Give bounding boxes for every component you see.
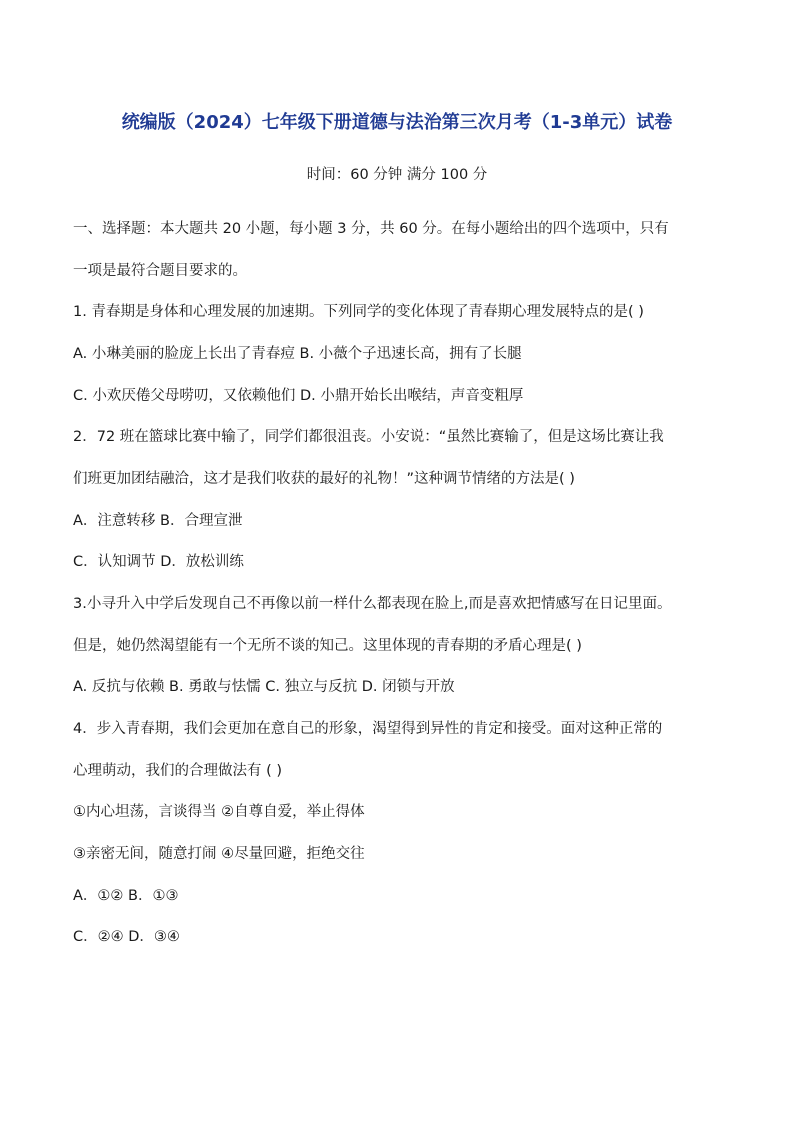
question-1-stem: 1. 青春期是身体和心理发展的加速期。下列同学的变化体现了青春期心理发展特点的是( ): [73, 304, 644, 320]
question-2-options-cd: C．认知调节 D．放松训练: [73, 554, 244, 570]
question-2-stem-line-1: 2．72 班在篮球比赛中输了，同学们都很沮丧。小安说：“虽然比赛输了，但是这场比赛让我: [73, 429, 664, 445]
section-instruction-line-1: 一、选择题：本大题共 20 小题，每小题 3 分，共 60 分。在每小题给出的四个选项中，只有: [73, 221, 669, 237]
question-4-stem-line-1: 4．步入青春期，我们会更加在意自己的形象，渴望得到异性的肯定和接受。面对这种正常的: [73, 721, 663, 737]
question-4-statements-34: ③亲密无间，随意打闹 ④尽量回避，拒绝交往: [73, 846, 365, 862]
question-2-stem-line-2: 们班更加团结融洽，这才是我们收获的最好的礼物！”这种调节情绪的方法是( ): [73, 471, 575, 487]
question-2-options-ab: A．注意转移 B．合理宣泄: [73, 513, 243, 529]
question-1-options-cd: C. 小欢厌倦父母唠叨，又依赖他们 D. 小鼎开始长出喉结，声音变粗厚: [73, 388, 524, 404]
question-3-stem-line-1: 3.小寻升入中学后发现自己不再像以前一样什么都表现在脸上,而是喜欢把情感写在日记里面。: [73, 596, 672, 612]
section-instruction-line-2: 一项是最符合题目要求的。: [73, 263, 247, 279]
exam-title: 统编版（2024）七年级下册道德与法治第三次月考（1-3单元）试卷: [121, 112, 673, 133]
question-4-statements-12: ①内心坦荡，言谈得当 ②自尊自爱，举止得体: [73, 804, 365, 820]
question-1-options-ab: A. 小琳美丽的脸庞上长出了青春痘 B. 小薇个子迅速长高，拥有了长腿: [73, 346, 522, 362]
question-3-stem-line-2: 但是，她仍然渴望能有一个无所不谈的知己。这里体现的青春期的矛盾心理是( ): [73, 638, 582, 654]
exam-time-score: 时间：60 分钟 满分 100 分: [306, 167, 488, 183]
question-4-stem-line-2: 心理萌动，我们的合理做法有 ( ): [73, 763, 283, 779]
question-3-options: A. 反抗与依赖 B. 勇敢与怯懦 C. 独立与反抗 D. 闭锁与开放: [73, 679, 455, 695]
question-4-options-cd: C．②④ D．③④: [73, 929, 180, 945]
question-4-options-ab: A．①② B．①③: [73, 888, 179, 904]
